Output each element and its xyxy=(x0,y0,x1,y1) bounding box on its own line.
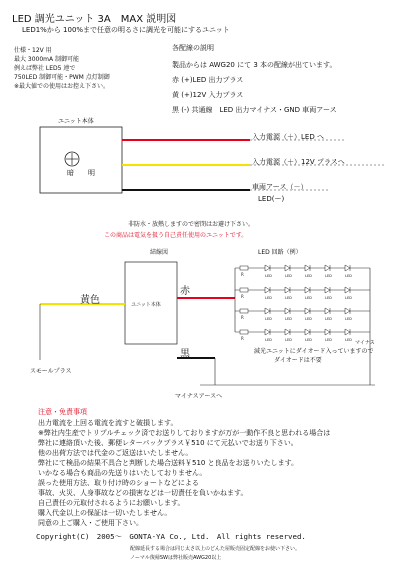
caution-line: 同意の上ご購入・ご使用下さい。 xyxy=(38,519,143,527)
copyright: Copyright(C) 2005～ GONTA-YA Co., Ltd. All rights reserved. xyxy=(36,532,306,541)
resistor-label: R xyxy=(241,294,244,299)
caution-line: 弊社に連絡頂いた後、郵便レターパックプラス￥510 にて元払いでお送り下さい。 xyxy=(38,439,298,447)
led-diode-icon xyxy=(305,287,310,293)
red-wire-label: 入力電源（＋）LED へ xyxy=(252,133,324,141)
caution-line: 弊社にて検品の結果不具合と判断した場合送料￥510 と良品をお送りいたします。 xyxy=(38,459,299,467)
led-diode-icon xyxy=(325,308,330,314)
led-diode-icon xyxy=(285,329,290,335)
black-label: 黒 xyxy=(180,349,190,360)
led-diode-icon xyxy=(345,308,350,314)
led-label: LED xyxy=(265,274,272,278)
wiring-heading: 各配線の説明 xyxy=(172,44,214,52)
led-diode-icon xyxy=(345,329,350,335)
caution-line: 誤った使用方法、取り付け時のショートなどによる xyxy=(38,479,199,487)
resistor-icon xyxy=(240,330,248,334)
led-label: LED xyxy=(325,296,332,300)
caution-line: 事故、火災、人身事故などの損害などは一切責任を負いかねます。 xyxy=(38,489,248,497)
caution-line: いかなる場合も商品の先送りはいたしておりません。 xyxy=(38,469,207,477)
led-diode-icon xyxy=(345,265,350,271)
led-diode-icon xyxy=(345,287,350,293)
caution-line: 購入代金以上の保証は一切いたしません。 xyxy=(38,509,172,517)
led-circuit-label: LED 回路（例） xyxy=(258,249,302,256)
bright-label: 明 xyxy=(88,169,95,177)
spec-line: 750LED 制御可能・PWM 点灯制御 xyxy=(14,74,110,81)
led-label: LED xyxy=(265,317,272,321)
led-label: LED xyxy=(305,317,312,321)
led-label: LED xyxy=(305,338,312,342)
black-wire-label-led: LED(ー) xyxy=(258,195,285,203)
page-title: LED 調光ユニット 3A MAX 説明図 xyxy=(12,14,177,25)
small-plus-label: スモールプラス xyxy=(30,368,72,375)
led-diode-icon xyxy=(305,329,310,335)
led-diode-icon xyxy=(285,287,290,293)
black-wire-label: 車両アース（－） xyxy=(252,183,308,191)
led-diode-icon xyxy=(305,308,310,314)
led-diode-icon xyxy=(265,265,270,271)
caution-line: 自己責任の元取付されるようにお願いします。 xyxy=(38,499,185,507)
led-diode-icon xyxy=(265,287,270,293)
caution-line: ※弊社内生産でトリプルチェック済でお送りしておりますが万が一動作不良と思われる場合は xyxy=(38,429,331,437)
diode-note-2: ダイオードは不要 xyxy=(274,357,322,364)
resistor-icon xyxy=(240,288,248,292)
resistor-icon xyxy=(240,309,248,313)
resistor-label: R xyxy=(241,315,244,320)
page-subtitle: LED1%から 100%まで任意の明るさに調光を可能にするユニット xyxy=(22,26,230,34)
footer-note: 配線延長する場合は同じ太さ以上のどんた屋販売固定配線をお使い下さい。 xyxy=(130,546,301,552)
wiring-line: 赤 (+)LED 出力プラス xyxy=(172,76,244,84)
diagram-title-example: 結線図 xyxy=(150,249,169,256)
caution-heading: 注意・免責事項 xyxy=(38,408,87,416)
led-diode-icon xyxy=(325,329,330,335)
led-diode-icon xyxy=(325,287,330,293)
led-label: LED xyxy=(345,296,352,300)
footer-note-2: ノーマル復帰SWは弊社販売AWG20以上 xyxy=(130,555,222,561)
led-label: LED xyxy=(305,274,312,278)
caution-line: 他の出荷方法では代金のご返送はいたしません。 xyxy=(38,449,193,457)
spec-line: 最大 3000mA 制御可能 xyxy=(14,56,80,63)
yellow-wire-label: 入力電源（＋）12V プラスへ xyxy=(252,158,345,166)
resistor-label: R xyxy=(241,336,244,341)
caution-list xyxy=(38,418,330,528)
led-diode-icon xyxy=(305,265,310,271)
notice-line: 非防水・放熱しますので密閉はお避け下さい。 xyxy=(128,221,255,228)
spec-line: 例えば弊社 LED5 連で xyxy=(14,65,76,72)
resistor-icon xyxy=(240,266,248,270)
caution-line: 出力電流を上回る電流を流すと破損します。 xyxy=(38,419,178,427)
unit-label-2: ユニット本体 xyxy=(131,302,161,308)
led-label: LED xyxy=(265,296,272,300)
led-label: LED xyxy=(305,296,312,300)
resistor-label: R xyxy=(241,272,244,277)
led-diode-icon xyxy=(285,265,290,271)
spec-line: ※最大値での使用はお控え下さい。 xyxy=(14,83,110,90)
unit-label: ユニット本体 xyxy=(58,118,94,125)
led-diode-icon xyxy=(325,265,330,271)
led-diode-icon xyxy=(265,308,270,314)
spec-line: 仕様・12V 用 xyxy=(14,47,52,54)
led-diode-icon xyxy=(285,308,290,314)
yellow-label: 黄色 xyxy=(80,295,100,306)
led-label: LED xyxy=(285,338,292,342)
dark-label: 暗 xyxy=(67,169,74,177)
led-label: LED xyxy=(285,274,292,278)
led-label: LED xyxy=(345,274,352,278)
led-label: LED xyxy=(325,338,332,342)
warning-line: この商品は電気を扱う自己責任使用のユニットです。 xyxy=(104,232,248,239)
wiring-line: 黒 (-) 共通線 LED 出力マイナス・GND 車両アース xyxy=(172,106,337,114)
led-label: LED xyxy=(285,296,292,300)
led-diode-icon xyxy=(265,329,270,335)
led-label: LED xyxy=(265,338,272,342)
led-label: LED xyxy=(325,274,332,278)
earth-label: マイナスアースへ xyxy=(175,393,223,400)
red-label: 赤 xyxy=(180,286,190,297)
diode-note: 減光ユニットにダイオード入っていますので xyxy=(254,348,374,355)
led-label: LED xyxy=(345,317,352,321)
led-label: LED xyxy=(345,338,352,342)
led-label: LED xyxy=(325,317,332,321)
led-label: LED xyxy=(285,317,292,321)
wiring-line: 黄 (+)12V 入力プラス xyxy=(172,91,244,99)
wiring-line: 製品からは AWG20 にて 3 本の配線が出ています。 xyxy=(172,61,337,69)
minus-label: マイナス xyxy=(355,340,375,346)
led-array xyxy=(235,265,370,342)
